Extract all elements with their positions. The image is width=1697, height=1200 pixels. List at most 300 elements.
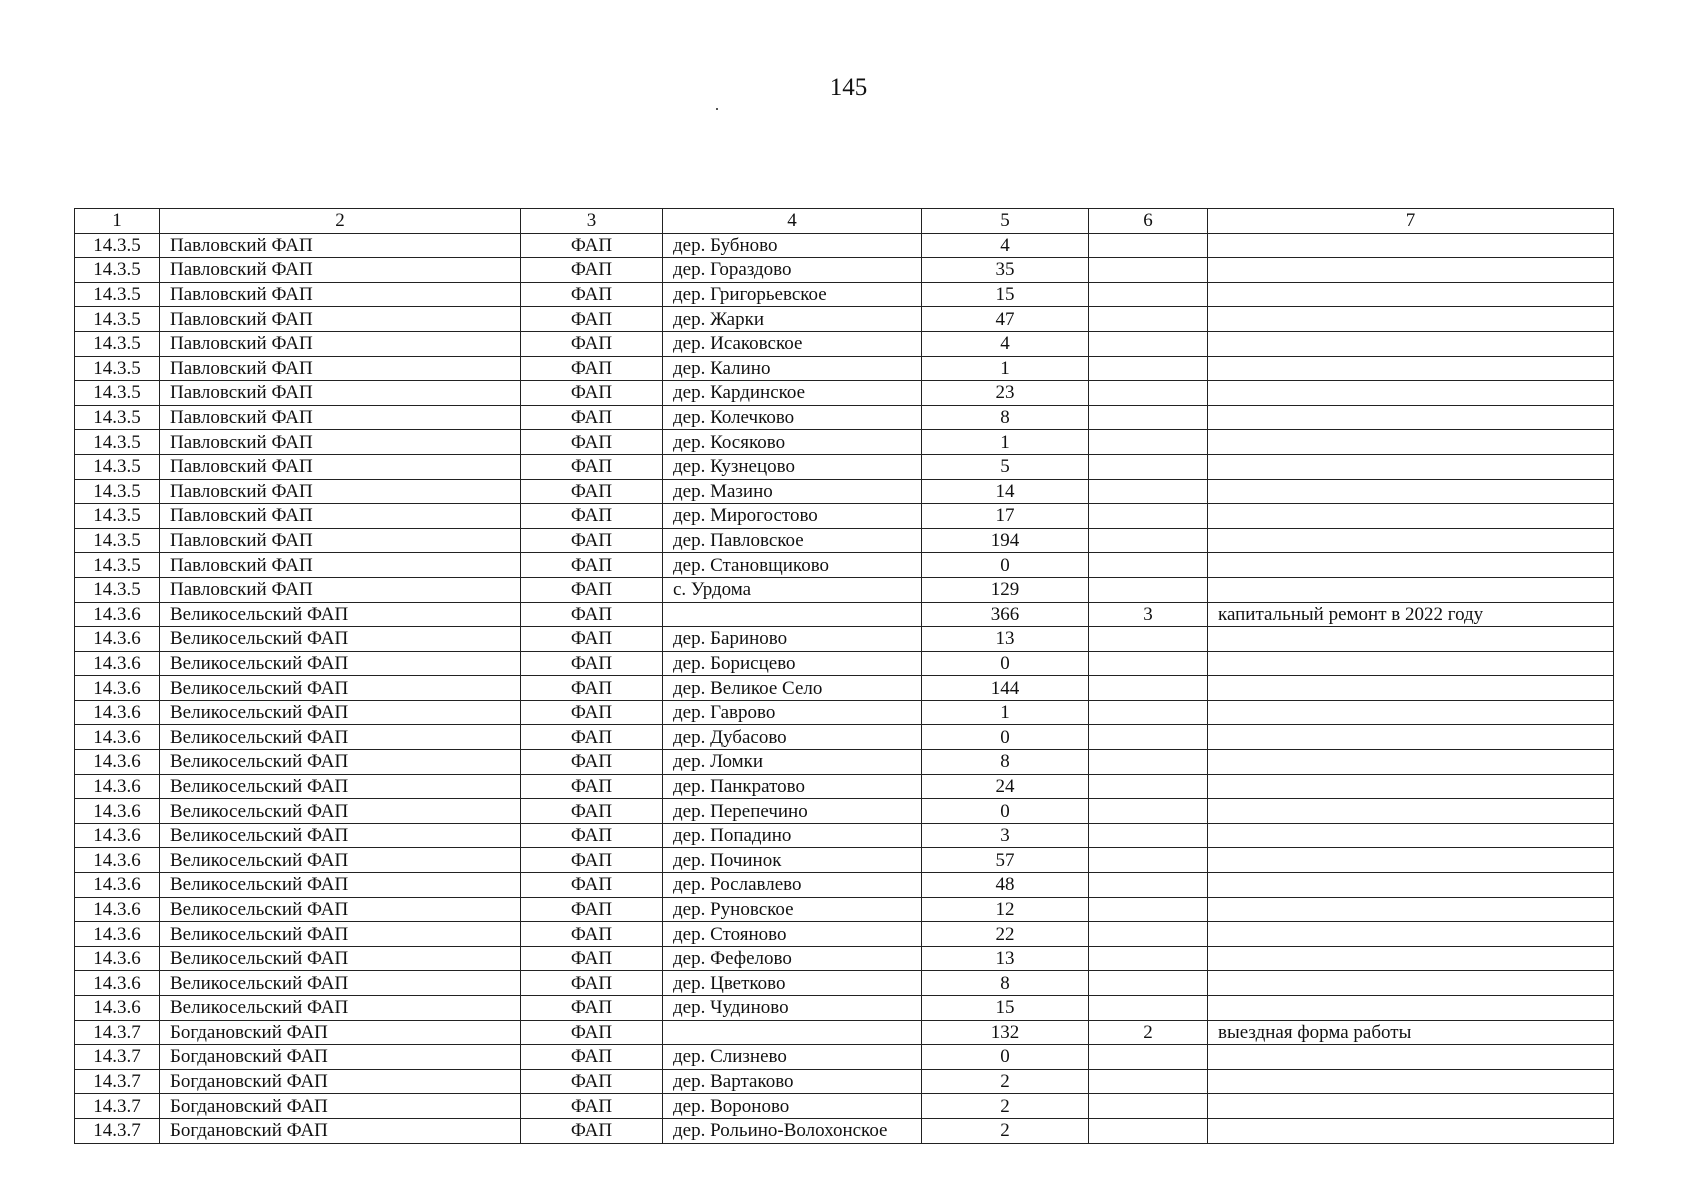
settlement-cell: дер. Павловское [663,528,922,553]
facility-name-cell: Великосельский ФАП [160,897,521,922]
facility-type-cell: ФАП [521,233,663,258]
table-header-row [75,209,1614,234]
table-row [75,405,1614,430]
facility-name-cell: Великосельский ФАП [160,971,521,996]
settlement-cell: дер. Григорьевское [663,282,922,307]
settlement-cell: дер. Чудиново [663,996,922,1021]
facility-type-cell: ФАП [521,651,663,676]
table-row [75,282,1614,307]
note-cell [1208,1069,1614,1094]
column-6-cell [1089,454,1208,479]
settlement-cell: дер. Перепечино [663,799,922,824]
facility-type-cell: ФАП [521,799,663,824]
facility-name-cell: Великосельский ФАП [160,996,521,1021]
column-6-cell [1089,922,1208,947]
note-cell [1208,504,1614,529]
note-cell [1208,799,1614,824]
settlement-cell: дер. Мазино [663,479,922,504]
note-cell: выездная форма работы [1208,1020,1614,1045]
population-cell: 366 [922,602,1089,627]
settlement-cell: дер. Бариново [663,627,922,652]
table-row [75,922,1614,947]
row-number-cell: 14.3.7 [75,1069,160,1094]
facility-name-cell: Павловский ФАП [160,282,521,307]
note-cell [1208,873,1614,898]
row-number-cell: 14.3.6 [75,946,160,971]
population-cell: 3 [922,823,1089,848]
settlement-cell: дер. Великое Село [663,676,922,701]
column-6-cell [1089,946,1208,971]
facility-name-cell: Павловский ФАП [160,553,521,578]
table-row [75,602,1614,627]
facility-type-cell: ФАП [521,258,663,283]
facility-name-cell: Павловский ФАП [160,405,521,430]
table-row [75,504,1614,529]
facility-name-cell: Великосельский ФАП [160,848,521,873]
settlement-cell: дер. Ломки [663,750,922,775]
facility-type-cell: ФАП [521,356,663,381]
note-cell [1208,725,1614,750]
table-row [75,750,1614,775]
column-6-cell [1089,528,1208,553]
facility-type-cell: ФАП [521,528,663,553]
population-cell: 15 [922,282,1089,307]
population-cell: 2 [922,1118,1089,1143]
column-6-cell [1089,479,1208,504]
facility-type-cell: ФАП [521,479,663,504]
column-header-2: 2 [160,209,521,234]
note-cell [1208,233,1614,258]
note-cell [1208,848,1614,873]
facility-type-cell: ФАП [521,725,663,750]
note-cell: капитальный ремонт в 2022 году [1208,602,1614,627]
column-6-cell [1089,627,1208,652]
settlement-cell: дер. Панкратово [663,774,922,799]
facility-type-cell: ФАП [521,1094,663,1119]
column-header-4: 4 [663,209,922,234]
row-number-cell: 14.3.6 [75,602,160,627]
note-cell [1208,454,1614,479]
facility-type-cell: ФАП [521,282,663,307]
table-row [75,1020,1614,1045]
table-row [75,553,1614,578]
settlement-cell: дер. Слизнево [663,1045,922,1070]
column-6-cell [1089,577,1208,602]
note-cell [1208,381,1614,406]
facility-type-cell: ФАП [521,381,663,406]
population-cell: 194 [922,528,1089,553]
settlement-cell: дер. Вороново [663,1094,922,1119]
row-number-cell: 14.3.6 [75,627,160,652]
facility-name-cell: Великосельский ФАП [160,700,521,725]
table-row [75,577,1614,602]
settlement-cell: дер. Починок [663,848,922,873]
column-6-cell [1089,307,1208,332]
row-number-cell: 14.3.6 [75,971,160,996]
facility-type-cell: ФАП [521,553,663,578]
row-number-cell: 14.3.5 [75,356,160,381]
table-row [75,331,1614,356]
column-6-cell [1089,1069,1208,1094]
facility-name-cell: Великосельский ФАП [160,799,521,824]
population-cell: 23 [922,381,1089,406]
settlement-cell: дер. Мирогостово [663,504,922,529]
row-number-cell: 14.3.5 [75,282,160,307]
settlement-cell: дер. Рольино-Волохонское [663,1118,922,1143]
population-cell: 0 [922,651,1089,676]
column-6-cell [1089,823,1208,848]
facility-type-cell: ФАП [521,430,663,455]
population-cell: 24 [922,774,1089,799]
row-number-cell: 14.3.6 [75,799,160,824]
facility-type-cell: ФАП [521,971,663,996]
facility-name-cell: Павловский ФАП [160,331,521,356]
facility-name-cell: Богдановский ФАП [160,1118,521,1143]
table-row [75,1094,1614,1119]
note-cell [1208,430,1614,455]
note-cell [1208,971,1614,996]
facility-type-cell: ФАП [521,331,663,356]
column-6-cell [1089,405,1208,430]
table-row [75,676,1614,701]
table-row [75,356,1614,381]
facility-type-cell: ФАП [521,700,663,725]
facility-name-cell: Павловский ФАП [160,454,521,479]
note-cell [1208,823,1614,848]
row-number-cell: 14.3.5 [75,233,160,258]
settlement-cell: дер. Стояново [663,922,922,947]
column-6-cell [1089,356,1208,381]
population-cell: 4 [922,233,1089,258]
note-cell [1208,1118,1614,1143]
settlement-cell [663,1020,922,1045]
facility-name-cell: Павловский ФАП [160,307,521,332]
row-number-cell: 14.3.5 [75,528,160,553]
row-number-cell: 14.3.6 [75,725,160,750]
note-cell [1208,922,1614,947]
column-6-cell [1089,430,1208,455]
population-cell: 1 [922,700,1089,725]
settlement-cell: дер. Калино [663,356,922,381]
note-cell [1208,676,1614,701]
population-cell: 1 [922,356,1089,381]
facility-name-cell: Великосельский ФАП [160,922,521,947]
facility-name-cell: Великосельский ФАП [160,676,521,701]
table-row [75,848,1614,873]
row-number-cell: 14.3.6 [75,750,160,775]
note-cell [1208,307,1614,332]
table-row [75,1069,1614,1094]
settlement-cell [663,602,922,627]
population-cell: 0 [922,725,1089,750]
table-row [75,627,1614,652]
settlement-cell: дер. Колечково [663,405,922,430]
settlement-cell: дер. Исаковское [663,331,922,356]
facility-name-cell: Павловский ФАП [160,233,521,258]
population-cell: 57 [922,848,1089,873]
population-cell: 132 [922,1020,1089,1045]
row-number-cell: 14.3.6 [75,700,160,725]
population-cell: 0 [922,1045,1089,1070]
facility-name-cell: Павловский ФАП [160,381,521,406]
settlement-cell: дер. Фефелово [663,946,922,971]
row-number-cell: 14.3.6 [75,676,160,701]
row-number-cell: 14.3.5 [75,381,160,406]
column-header-5: 5 [922,209,1089,234]
note-cell [1208,258,1614,283]
row-number-cell: 14.3.6 [75,848,160,873]
table-row [75,725,1614,750]
population-cell: 35 [922,258,1089,283]
facility-type-cell: ФАП [521,848,663,873]
facility-type-cell: ФАП [521,1045,663,1070]
row-number-cell: 14.3.7 [75,1118,160,1143]
facility-name-cell: Великосельский ФАП [160,627,521,652]
table-row [75,479,1614,504]
column-6-cell [1089,331,1208,356]
note-cell [1208,577,1614,602]
population-cell: 144 [922,676,1089,701]
note-cell [1208,946,1614,971]
facility-name-cell: Великосельский ФАП [160,725,521,750]
table-row [75,700,1614,725]
row-number-cell: 14.3.7 [75,1045,160,1070]
settlement-cell: дер. Вартаково [663,1069,922,1094]
facility-type-cell: ФАП [521,750,663,775]
facility-type-cell: ФАП [521,1020,663,1045]
table-body [75,233,1614,1143]
population-cell: 2 [922,1069,1089,1094]
column-6-cell [1089,848,1208,873]
column-6-cell [1089,1094,1208,1119]
facility-type-cell: ФАП [521,897,663,922]
note-cell [1208,528,1614,553]
column-6-cell [1089,676,1208,701]
population-cell: 129 [922,577,1089,602]
facility-type-cell: ФАП [521,504,663,529]
table-row [75,1045,1614,1070]
note-cell [1208,479,1614,504]
row-number-cell: 14.3.6 [75,996,160,1021]
column-6-cell [1089,971,1208,996]
settlement-cell: дер. Бубново [663,233,922,258]
facility-name-cell: Великосельский ФАП [160,750,521,775]
settlement-cell: дер. Рославлево [663,873,922,898]
row-number-cell: 14.3.6 [75,823,160,848]
facility-name-cell: Павловский ФАП [160,430,521,455]
row-number-cell: 14.3.6 [75,897,160,922]
row-number-cell: 14.3.6 [75,873,160,898]
facility-name-cell: Павловский ФАП [160,479,521,504]
population-cell: 8 [922,405,1089,430]
settlement-cell: дер. Жарки [663,307,922,332]
settlement-cell: дер. Косяково [663,430,922,455]
facility-name-cell: Павловский ФАП [160,258,521,283]
table-row [75,823,1614,848]
row-number-cell: 14.3.5 [75,405,160,430]
row-number-cell: 14.3.5 [75,430,160,455]
facility-type-cell: ФАП [521,946,663,971]
column-6-cell [1089,725,1208,750]
facility-name-cell: Богдановский ФАП [160,1020,521,1045]
population-cell: 48 [922,873,1089,898]
facility-type-cell: ФАП [521,996,663,1021]
column-6-cell [1089,553,1208,578]
row-number-cell: 14.3.7 [75,1020,160,1045]
population-cell: 0 [922,553,1089,578]
column-6-cell: 3 [1089,602,1208,627]
facility-name-cell: Великосельский ФАП [160,946,521,971]
facility-type-cell: ФАП [521,577,663,602]
column-6-cell [1089,233,1208,258]
facility-name-cell: Богдановский ФАП [160,1069,521,1094]
column-6-cell [1089,897,1208,922]
note-cell [1208,1045,1614,1070]
column-6-cell [1089,774,1208,799]
note-cell [1208,700,1614,725]
settlement-cell: дер. Гаврово [663,700,922,725]
facility-name-cell: Великосельский ФАП [160,651,521,676]
population-cell: 17 [922,504,1089,529]
population-cell: 12 [922,897,1089,922]
facility-name-cell: Богдановский ФАП [160,1045,521,1070]
population-cell: 22 [922,922,1089,947]
scan-artifact-dot [716,108,718,110]
facility-type-cell: ФАП [521,676,663,701]
facility-name-cell: Павловский ФАП [160,504,521,529]
column-header-6: 6 [1089,209,1208,234]
note-cell [1208,405,1614,430]
facility-type-cell: ФАП [521,602,663,627]
row-number-cell: 14.3.5 [75,479,160,504]
facility-name-cell: Великосельский ФАП [160,774,521,799]
column-header-3: 3 [521,209,663,234]
settlement-cell: дер. Попадино [663,823,922,848]
note-cell [1208,651,1614,676]
column-6-cell [1089,651,1208,676]
note-cell [1208,331,1614,356]
table-row [75,651,1614,676]
row-number-cell: 14.3.5 [75,553,160,578]
page-number: 145 [829,74,868,101]
population-cell: 13 [922,946,1089,971]
population-cell: 8 [922,971,1089,996]
table-row [75,774,1614,799]
table-row [75,799,1614,824]
facilities-table [74,208,1614,1144]
row-number-cell: 14.3.6 [75,774,160,799]
facility-type-cell: ФАП [521,1069,663,1094]
column-header-1: 1 [75,209,160,234]
facility-name-cell: Павловский ФАП [160,577,521,602]
table-row [75,971,1614,996]
settlement-cell: дер. Кузнецово [663,454,922,479]
table-row [75,307,1614,332]
table-row [75,946,1614,971]
settlement-cell: дер. Борисцево [663,651,922,676]
column-6-cell [1089,799,1208,824]
facility-type-cell: ФАП [521,922,663,947]
settlement-cell: дер. Цветково [663,971,922,996]
population-cell: 0 [922,799,1089,824]
settlement-cell: дер. Становщиково [663,553,922,578]
settlement-cell: дер. Гораздово [663,258,922,283]
population-cell: 13 [922,627,1089,652]
column-6-cell [1089,873,1208,898]
note-cell [1208,897,1614,922]
facility-type-cell: ФАП [521,405,663,430]
settlement-cell: с. Урдома [663,577,922,602]
note-cell [1208,553,1614,578]
table-row [75,897,1614,922]
column-6-cell: 2 [1089,1020,1208,1045]
population-cell: 2 [922,1094,1089,1119]
column-6-cell [1089,1045,1208,1070]
table-row [75,996,1614,1021]
population-cell: 4 [922,331,1089,356]
note-cell [1208,996,1614,1021]
column-header-7: 7 [1208,209,1614,234]
facility-name-cell: Великосельский ФАП [160,602,521,627]
population-cell: 14 [922,479,1089,504]
facility-type-cell: ФАП [521,1118,663,1143]
settlement-cell: дер. Руновское [663,897,922,922]
row-number-cell: 14.3.7 [75,1094,160,1119]
column-6-cell [1089,504,1208,529]
facility-type-cell: ФАП [521,307,663,332]
table-row [75,873,1614,898]
column-6-cell [1089,700,1208,725]
row-number-cell: 14.3.5 [75,454,160,479]
note-cell [1208,627,1614,652]
table-row [75,454,1614,479]
population-cell: 5 [922,454,1089,479]
population-cell: 8 [922,750,1089,775]
facility-type-cell: ФАП [521,454,663,479]
facility-type-cell: ФАП [521,627,663,652]
facility-type-cell: ФАП [521,873,663,898]
facility-name-cell: Павловский ФАП [160,356,521,381]
row-number-cell: 14.3.6 [75,651,160,676]
facility-name-cell: Павловский ФАП [160,528,521,553]
facility-type-cell: ФАП [521,774,663,799]
note-cell [1208,356,1614,381]
settlement-cell: дер. Кардинское [663,381,922,406]
row-number-cell: 14.3.5 [75,331,160,356]
column-6-cell [1089,282,1208,307]
facility-type-cell: ФАП [521,823,663,848]
table-row [75,258,1614,283]
note-cell [1208,774,1614,799]
population-cell: 15 [922,996,1089,1021]
row-number-cell: 14.3.6 [75,922,160,947]
settlement-cell: дер. Дубасово [663,725,922,750]
population-cell: 1 [922,430,1089,455]
population-cell: 47 [922,307,1089,332]
column-6-cell [1089,996,1208,1021]
column-6-cell [1089,258,1208,283]
note-cell [1208,282,1614,307]
facility-name-cell: Великосельский ФАП [160,873,521,898]
column-6-cell [1089,1118,1208,1143]
row-number-cell: 14.3.5 [75,504,160,529]
column-6-cell [1089,750,1208,775]
table-row [75,1118,1614,1143]
row-number-cell: 14.3.5 [75,307,160,332]
facility-name-cell: Великосельский ФАП [160,823,521,848]
column-6-cell [1089,381,1208,406]
row-number-cell: 14.3.5 [75,577,160,602]
